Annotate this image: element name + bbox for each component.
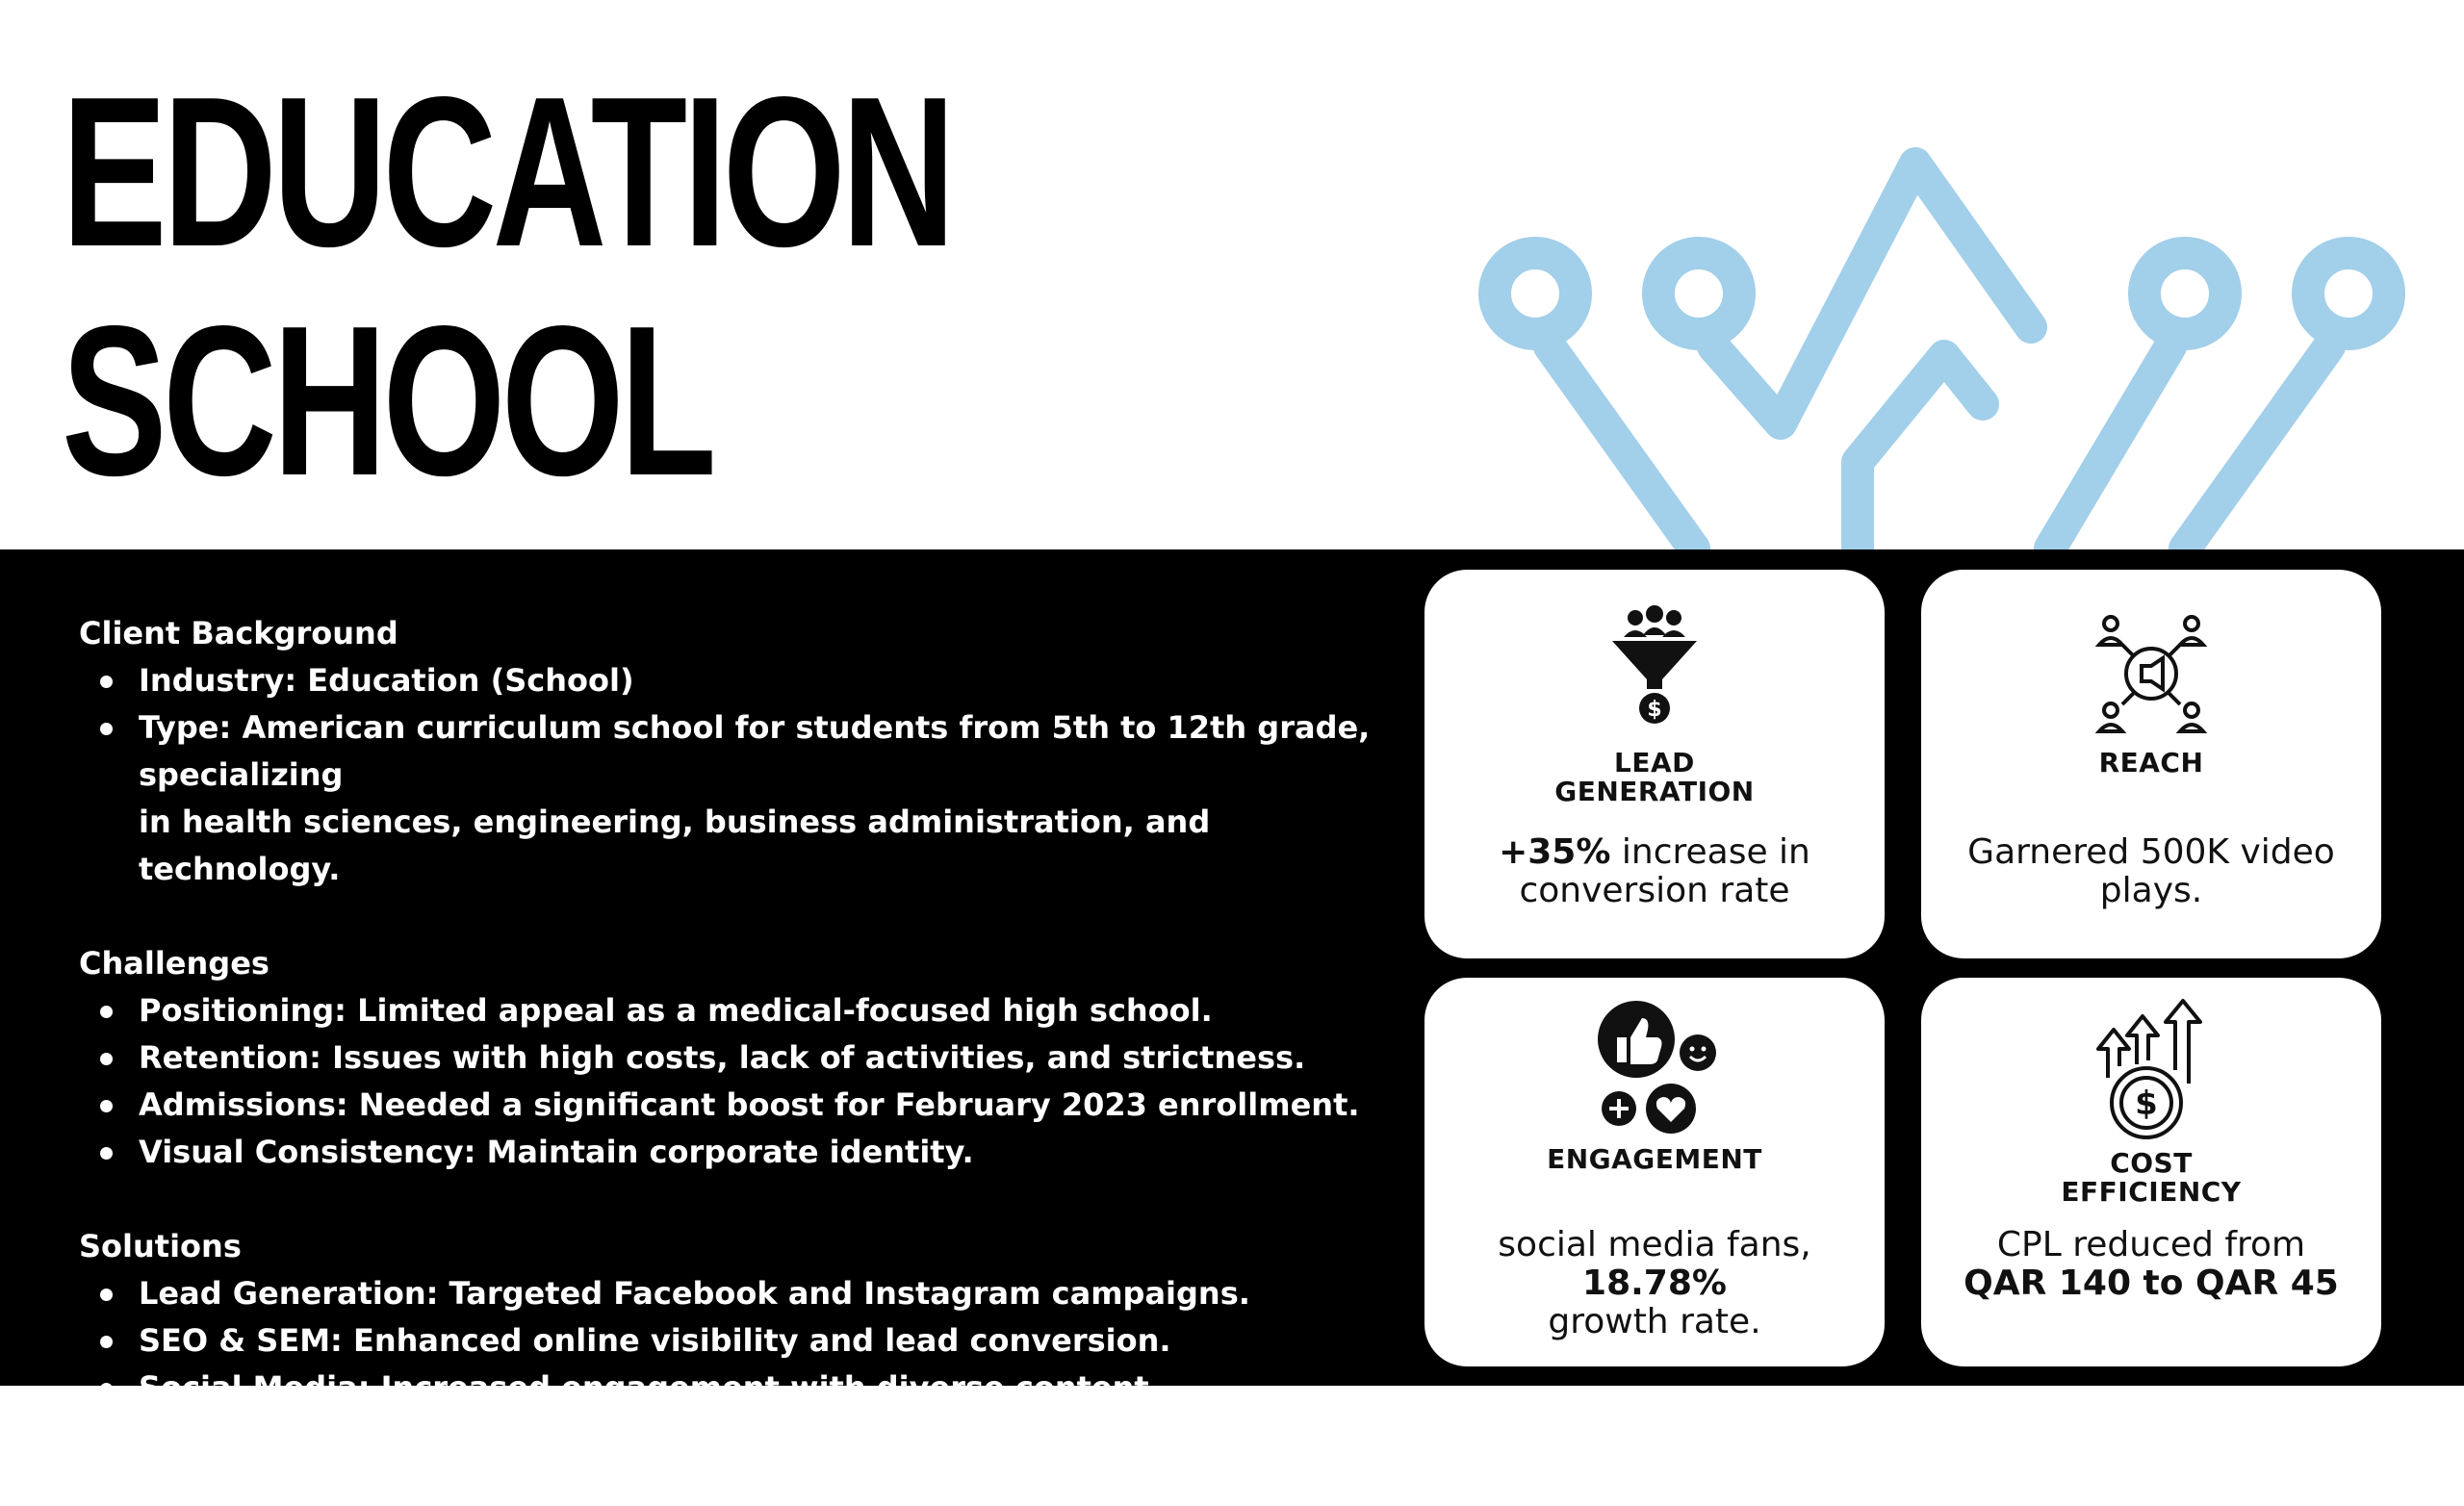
section-title: Client Background <box>79 615 398 651</box>
reach-card <box>1921 570 2381 958</box>
card-label: LEAD GENERATION <box>1554 747 1755 807</box>
list-item: Positioning: Limited appeal as a medical-focused high school. <box>79 987 1407 1034</box>
thumbs-up-heart-smile-icon <box>1592 999 1717 1134</box>
svg-text:$: $ <box>2135 1085 2158 1123</box>
list-item: Industry: Education (School) <box>79 657 1407 704</box>
list-item: Social Media: Increased engagement with diverse content. <box>79 1365 1407 1412</box>
card-value: social media fans, 18.78% growth rate. <box>1498 1225 1811 1341</box>
megaphone-network-icon <box>2095 612 2207 733</box>
list-item: Visual Consistency: Maintain corporate identity. <box>79 1129 1407 1176</box>
list-item: SEO & SEM: Enhanced online visibility and lead conversion. <box>79 1317 1407 1365</box>
card-value: CPL reduced from QAR 140 to QAR 45 <box>1964 1225 2339 1303</box>
client-background-section <box>79 610 1407 893</box>
card-label: ENGAGEMENT <box>1547 1143 1762 1175</box>
coin-arrows-up-icon <box>2089 997 2214 1139</box>
list-item: Retention: Issues with high costs, lack of activities, and strictness. <box>79 1034 1407 1082</box>
title-line-1: EDUCATION <box>62 53 952 292</box>
list-item: Admissions: Needed a significant boost for February 2023 enrollment. <box>79 1082 1407 1129</box>
lead-generation-card <box>1424 570 1885 958</box>
list-item: Lead Generation: Targeted Facebook and Instagram campaigns. <box>79 1270 1407 1317</box>
cost-efficiency-card <box>1921 978 2381 1366</box>
card-label: COST EFFICIENCY <box>2061 1147 2242 1208</box>
svg-text:$: $ <box>1647 698 1662 722</box>
challenges-section <box>79 940 1407 1176</box>
title-line-2: SCHOOL <box>62 282 713 521</box>
section-title: Solutions <box>79 1228 242 1264</box>
card-label: REACH <box>2098 747 2204 779</box>
engagement-card <box>1424 978 1885 1366</box>
list-item: Communication: Broadened messaging beyond the medical sector. <box>79 1412 1407 1459</box>
page-title <box>62 53 952 521</box>
solutions-section <box>79 1223 1407 1459</box>
list-item: Type: American curriculum school for students from 5th to 12th grade, specializing in health sciences, engineering, business administration, and technology. <box>79 704 1407 893</box>
card-value: +35% increase in conversion rate <box>1499 832 1810 910</box>
funnel-people-dollar-icon <box>1606 604 1703 726</box>
section-title: Challenges <box>79 945 270 982</box>
card-value: Garnered 500K video plays. <box>1967 832 2335 910</box>
circuit-crown-logo-icon <box>1444 144 2387 549</box>
case-study-text <box>79 610 1407 1506</box>
